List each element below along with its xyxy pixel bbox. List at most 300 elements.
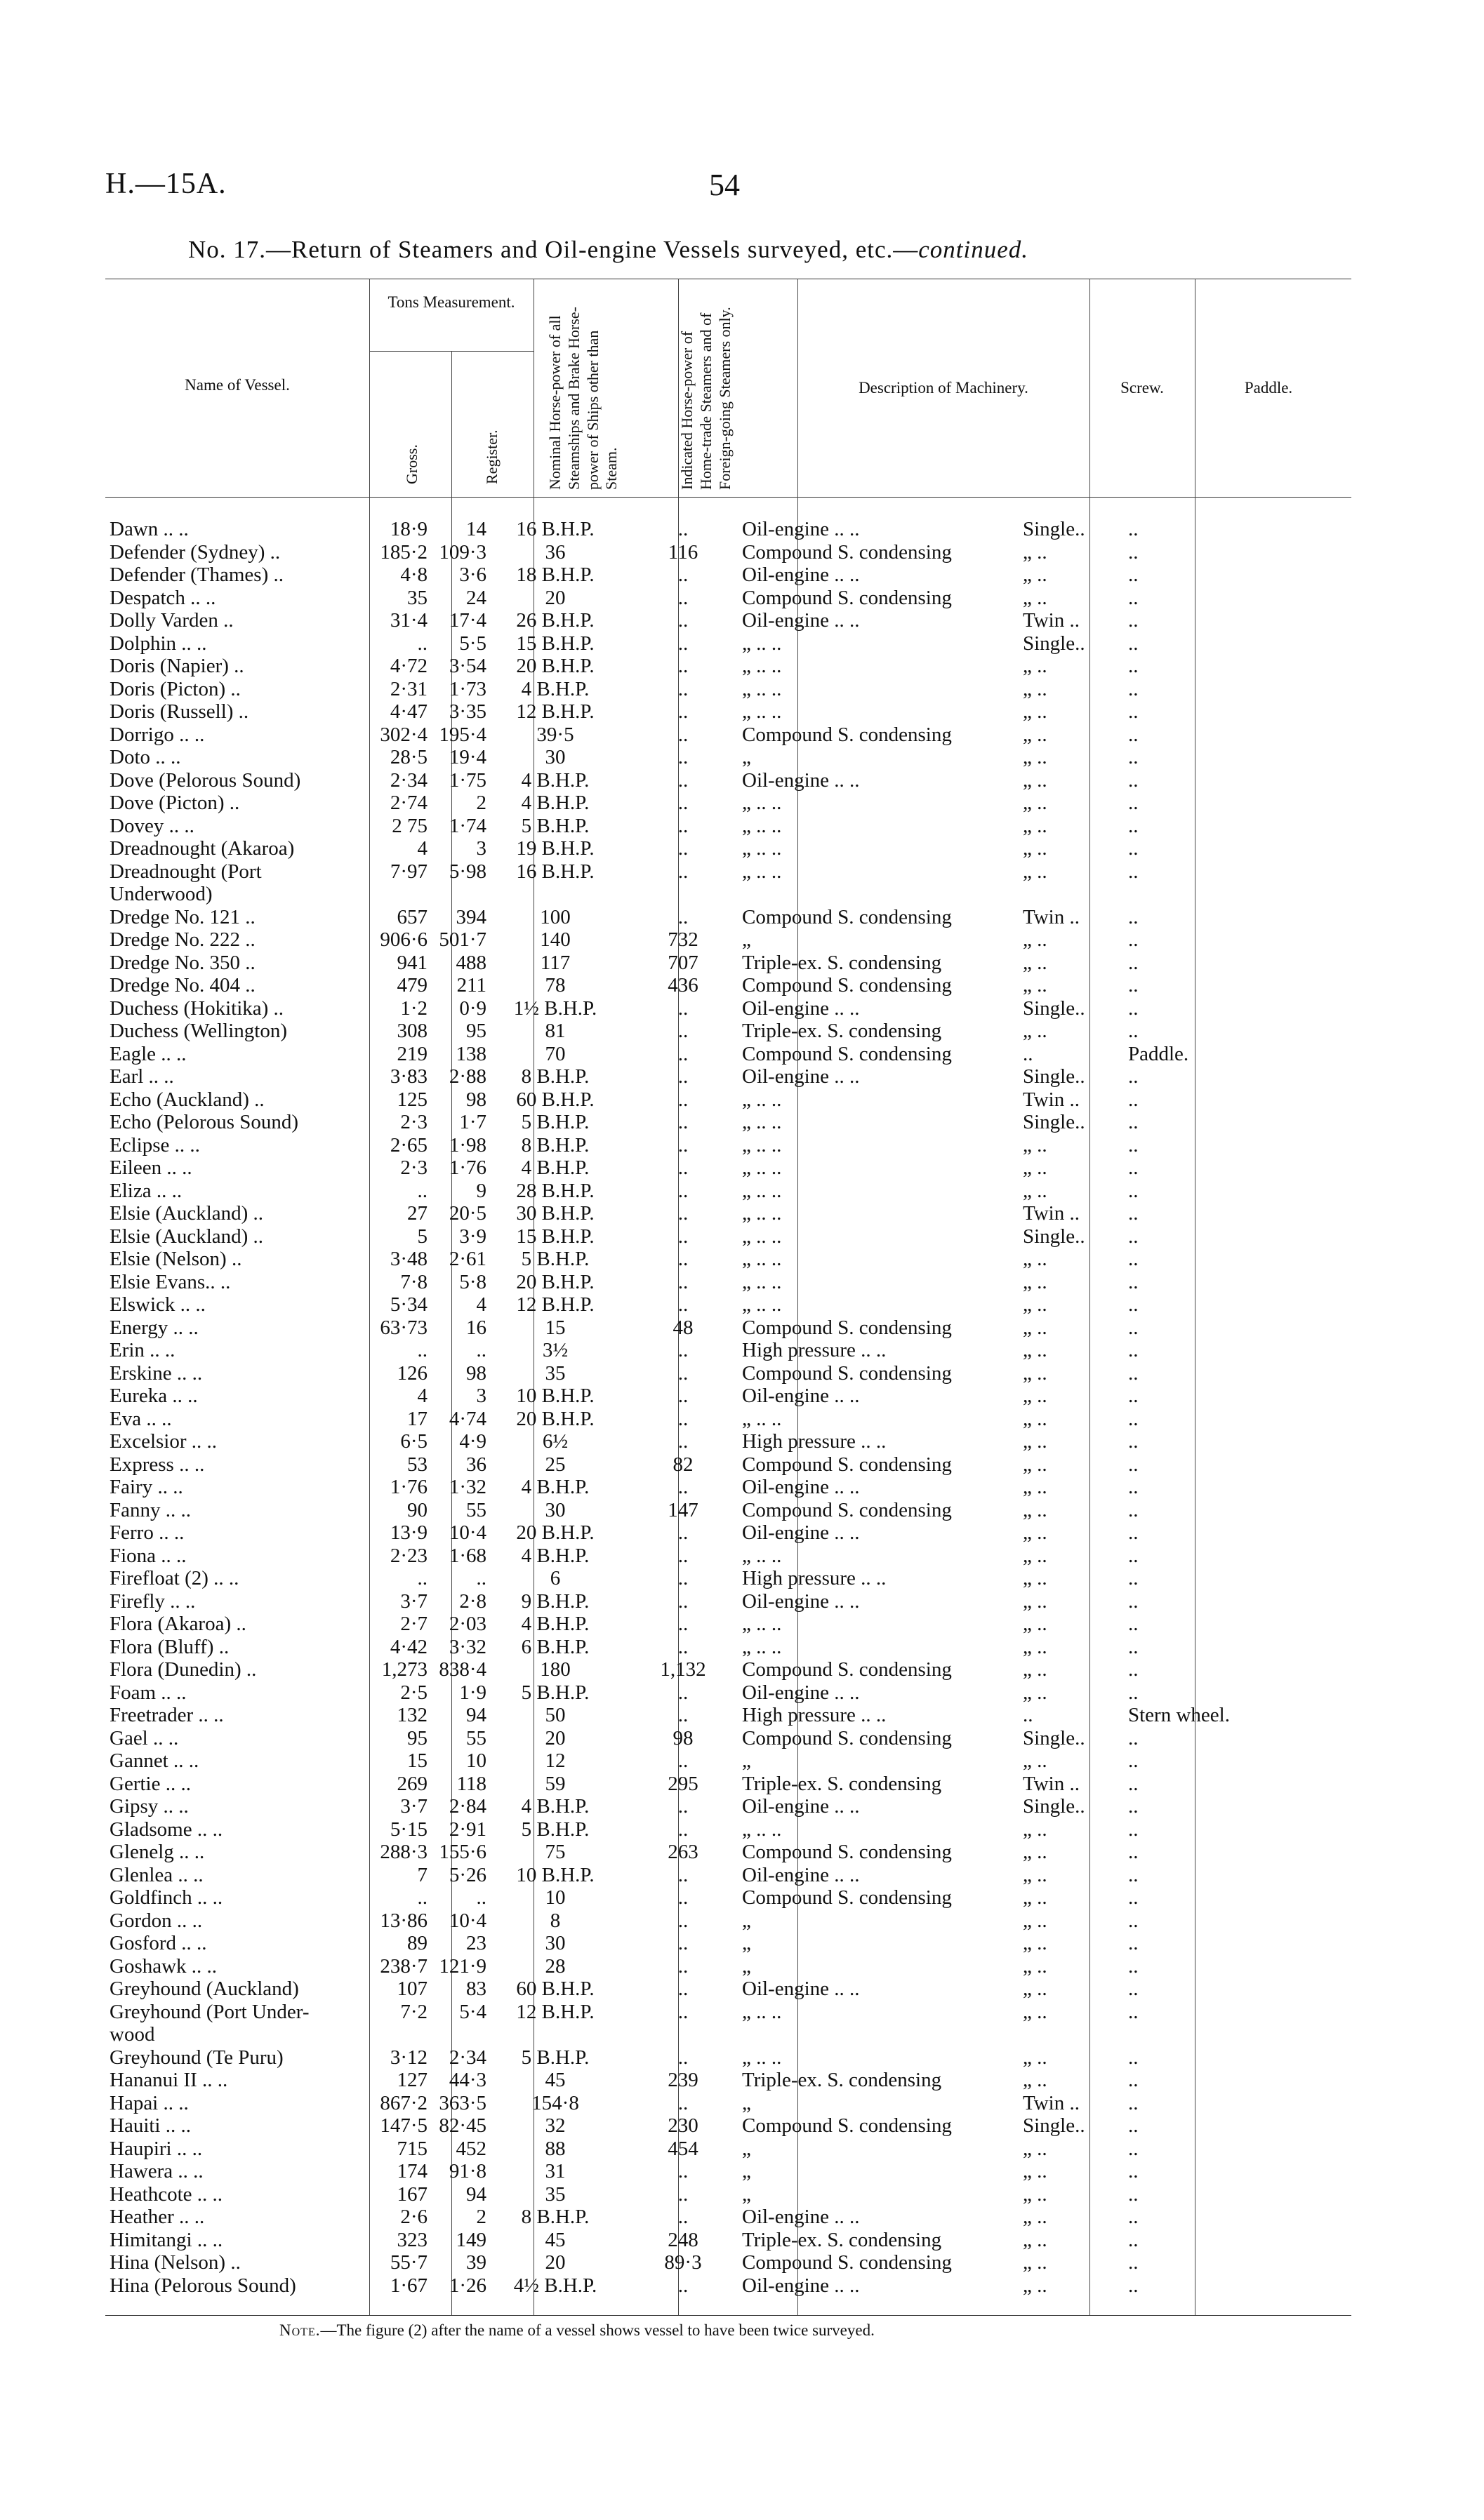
screw-type: „ .. <box>1023 2228 1047 2251</box>
nominal-horse-power: 12 B.H.P. <box>516 2000 595 2023</box>
machinery-description: Compound S. condensing <box>742 2251 952 2274</box>
indicated-horse-power: 732 <box>668 928 698 951</box>
table-row <box>110 2206 1268 2229</box>
gross-tons: 125 <box>397 1088 428 1111</box>
nominal-horse-power: 45 <box>545 2069 566 2091</box>
nominal-horse-power: 28 <box>545 1954 566 1978</box>
paddle-type: .. <box>1128 792 1139 814</box>
header-register: Register. <box>483 429 501 484</box>
indicated-horse-power: 436 <box>668 974 698 996</box>
screw-type: Twin .. <box>1023 1202 1080 1225</box>
machinery-description: „ .. .. <box>742 2000 782 2023</box>
vessel-name: Dreadnought (Port <box>110 860 262 883</box>
screw-type: „ .. <box>1023 1521 1047 1544</box>
gross-tons: 13·86 <box>380 1909 428 1932</box>
paddle-type: .. <box>1128 905 1139 928</box>
indicated-horse-power: .. <box>677 1795 689 1818</box>
machinery-description: Oil-engine .. .. <box>742 564 860 586</box>
screw-type: „ .. <box>1023 1476 1047 1498</box>
screw-type: „ .. <box>1023 1841 1047 1863</box>
screw-type: Twin .. <box>1023 2091 1080 2114</box>
paddle-type: .. <box>1128 586 1139 609</box>
machinery-description: „ .. .. <box>742 655 782 677</box>
register-tons: 1·68 <box>449 1544 486 1567</box>
gross-tons: 90 <box>407 1498 428 1521</box>
machinery-description <box>742 883 1023 906</box>
machinery-description: „ .. .. <box>742 1133 782 1156</box>
table-row <box>110 1316 1268 1340</box>
nominal-horse-power: 9 B.H.P. <box>521 1589 590 1613</box>
screw-type: „ .. <box>1023 1361 1047 1385</box>
nominal-horse-power: 5 B.H.P. <box>521 1818 590 1841</box>
indicated-horse-power: 116 <box>668 540 698 564</box>
gross-tons: 657 <box>397 905 428 928</box>
footnote-label: Note. <box>279 2321 321 2339</box>
indicated-horse-power: .. <box>677 1932 689 1954</box>
paddle-type: .. <box>1128 2228 1139 2251</box>
vessel-name: Foam .. .. <box>110 1681 187 1704</box>
indicated-horse-power: .. <box>677 768 689 792</box>
gross-tons: .. <box>417 1339 428 1361</box>
screw-type: „ .. <box>1023 2069 1047 2091</box>
register-tons: 2 <box>476 792 486 814</box>
indicated-horse-power: .. <box>677 1521 689 1544</box>
table-row <box>110 1932 1268 1955</box>
register-tons: 452 <box>456 2137 486 2160</box>
vessel-name: Dolly Varden .. <box>110 609 234 632</box>
machinery-description: „ .. .. <box>742 814 782 837</box>
paddle-type: .. <box>1128 1430 1139 1453</box>
vessel-name: Despatch .. .. <box>110 586 216 609</box>
gross-tons: 4 <box>417 837 428 860</box>
paddle-type: .. <box>1128 1202 1139 1225</box>
nominal-horse-power: 12 B.H.P. <box>516 1293 595 1316</box>
gross-tons: 867·2 <box>380 2091 428 2114</box>
machinery-description: „ <box>742 1749 751 1772</box>
register-tons: 94 <box>466 1704 486 1726</box>
table-row <box>110 1225 1268 1248</box>
screw-type: „ .. <box>1023 1635 1047 1658</box>
vessel-name: Greyhound (Te Puru) <box>110 2046 284 2069</box>
vessel-name: Erskine .. .. <box>110 1361 203 1385</box>
register-tons: 1·74 <box>449 814 486 837</box>
table-row <box>110 1339 1268 1362</box>
screw-type: „ .. <box>1023 586 1047 609</box>
indicated-horse-power: .. <box>677 2046 689 2069</box>
register-tons: 55 <box>466 1498 486 1521</box>
paddle-type: .. <box>1128 951 1139 974</box>
machinery-description: „ .. .. <box>742 1156 782 1179</box>
gross-tons: 6·5 <box>400 1430 428 1453</box>
header-name-of-vessel: Name of Vessel. <box>185 376 290 394</box>
paddle-type: .. <box>1128 1726 1139 1749</box>
gross-tons: 323 <box>397 2228 428 2251</box>
nominal-horse-power: 12 <box>545 1749 566 1772</box>
indicated-horse-power: .. <box>677 1954 689 1978</box>
register-tons: 24 <box>466 586 486 609</box>
table-row <box>110 1613 1268 1636</box>
gross-tons: 4·72 <box>390 655 428 677</box>
table-bottom-rule <box>105 2315 1351 2316</box>
table-row <box>110 1180 1268 1203</box>
vessel-name: Fairy .. .. <box>110 1476 183 1498</box>
screw-type: „ .. <box>1023 1544 1047 1567</box>
vessel-name: Glenelg .. .. <box>110 1841 205 1863</box>
indicated-horse-power: 147 <box>668 1498 698 1521</box>
screw-type: „ .. <box>1023 564 1047 586</box>
vessel-name: Goldfinch .. .. <box>110 1886 223 1909</box>
table-row <box>110 1955 1268 1978</box>
screw-type: „ .. <box>1023 1020 1047 1042</box>
machinery-description: „ .. .. <box>742 1293 782 1316</box>
paddle-type: .. <box>1128 837 1139 860</box>
vessel-name: Echo (Auckland) .. <box>110 1088 265 1111</box>
paddle-type: .. <box>1128 1385 1139 1407</box>
register-tons: 3 <box>476 837 486 860</box>
table-row <box>110 883 1268 906</box>
screw-type: „ .. <box>1023 2206 1047 2228</box>
nominal-horse-power: 19 B.H.P. <box>516 837 595 860</box>
paddle-type: .. <box>1128 1932 1139 1954</box>
screw-type: „ .. <box>1023 1133 1047 1156</box>
machinery-description: Oil-engine .. .. <box>742 1521 860 1544</box>
gross-tons: 31·4 <box>390 609 428 632</box>
indicated-horse-power: .. <box>677 1909 689 1932</box>
screw-type: „ .. <box>1023 814 1047 837</box>
gross-tons: 2·3 <box>400 1111 428 1133</box>
machinery-description: Compound S. condensing <box>742 1042 952 1065</box>
table-title-continued: continued. <box>918 236 1029 263</box>
machinery-description: Triple-ex. S. condensing <box>742 2069 942 2091</box>
machinery-description: Compound S. condensing <box>742 974 952 996</box>
indicated-horse-power: .. <box>677 1635 689 1658</box>
register-tons: 4·74 <box>449 1407 486 1430</box>
table-row <box>110 1636 1268 1659</box>
table-row <box>110 1202 1268 1225</box>
nominal-horse-power: 15 <box>545 1316 566 1339</box>
register-tons: 16 <box>466 1316 486 1339</box>
vessel-name: Gael .. .. <box>110 1726 179 1749</box>
nominal-horse-power <box>486 883 624 906</box>
screw-type: Single.. <box>1023 996 1085 1020</box>
paddle-type: .. <box>1128 540 1139 564</box>
vessel-name: Dredge No. 350 .. <box>110 951 256 974</box>
machinery-description: „ <box>742 1932 751 1954</box>
table-row <box>110 1773 1268 1796</box>
nominal-horse-power: 60 B.H.P. <box>516 1088 595 1111</box>
paddle-type: .. <box>1128 768 1139 792</box>
vessel-name: Elsie (Auckland) .. <box>110 1202 264 1225</box>
machinery-description: Oil-engine .. .. <box>742 1476 860 1498</box>
machinery-description: Compound S. condensing <box>742 1726 952 1749</box>
register-tons: 3·35 <box>449 700 486 723</box>
nominal-horse-power: 30 B.H.P. <box>516 1202 595 1225</box>
machinery-description: „ .. .. <box>742 860 782 883</box>
screw-type: „ .. <box>1023 1954 1047 1978</box>
screw-type: Single.. <box>1023 518 1085 540</box>
vessel-name: Hananui II .. .. <box>110 2069 228 2091</box>
register-tons: 98 <box>466 1361 486 1385</box>
screw-type: „ .. <box>1023 768 1047 792</box>
screw-type: Single.. <box>1023 1065 1085 1088</box>
register-tons: 2·61 <box>449 1248 486 1270</box>
screw-type: „ .. <box>1023 837 1047 860</box>
table-row <box>110 1430 1268 1453</box>
paddle-type: .. <box>1128 1681 1139 1704</box>
nominal-horse-power: 4 B.H.P. <box>521 1613 590 1635</box>
table-row <box>110 1886 1268 1909</box>
indicated-horse-power: .. <box>677 1978 689 2000</box>
gross-tons: 55·7 <box>390 2251 428 2274</box>
table-row <box>110 1818 1268 1841</box>
nominal-horse-power: 4 B.H.P. <box>521 1544 590 1567</box>
machinery-description: Compound S. condensing <box>742 1453 952 1476</box>
machinery-description: Compound S. condensing <box>742 1316 952 1339</box>
table-row <box>110 1362 1268 1385</box>
nominal-horse-power <box>486 2023 624 2046</box>
table-row <box>110 1043 1268 1066</box>
machinery-description: High pressure .. .. <box>742 1704 887 1726</box>
machinery-description: Compound S. condensing <box>742 905 952 928</box>
screw-type: „ .. <box>1023 1430 1047 1453</box>
indicated-horse-power: .. <box>677 518 689 540</box>
indicated-horse-power: .. <box>677 609 689 632</box>
nominal-horse-power: 8 <box>550 1909 561 1932</box>
nominal-horse-power: 117 <box>540 951 571 974</box>
vessel-name: Flora (Dunedin) .. <box>110 1658 257 1681</box>
indicated-horse-power: .. <box>677 1248 689 1270</box>
paddle-type: .. <box>1128 1772 1139 1795</box>
screw-type: „ .. <box>1023 677 1047 700</box>
register-tons: .. <box>476 1567 486 1589</box>
indicated-horse-power: .. <box>677 860 689 883</box>
nominal-horse-power: 18 B.H.P. <box>516 564 595 586</box>
header-screw: Screw. <box>1120 379 1164 396</box>
nominal-horse-power: 8 B.H.P. <box>521 1065 590 1088</box>
gross-tons: 7·8 <box>400 1270 428 1293</box>
gross-tons: 308 <box>397 1020 428 1042</box>
paddle-type: .. <box>1128 1567 1139 1589</box>
gross-tons: 185·2 <box>380 540 428 564</box>
vessel-name: Defender (Thames) .. <box>110 564 284 586</box>
header-bottom-rule <box>105 497 1351 498</box>
gross-tons: 5·15 <box>390 1818 428 1841</box>
register-tons <box>428 2023 486 2046</box>
register-tons: 501·7 <box>439 928 486 951</box>
table-row <box>110 952 1268 975</box>
table-row <box>110 1020 1268 1043</box>
gross-tons: 174 <box>397 2160 428 2182</box>
paddle-type: .. <box>1128 1795 1139 1818</box>
indicated-horse-power: .. <box>677 996 689 1020</box>
machinery-description: „ .. .. <box>742 1818 782 1841</box>
screw-type: „ .. <box>1023 1567 1047 1589</box>
vessel-name: Dove (Pelorous Sound) <box>110 768 301 792</box>
nominal-horse-power: 30 <box>545 746 566 768</box>
table-row <box>110 1704 1268 1727</box>
register-tons: 1·7 <box>459 1111 486 1133</box>
vessel-name: Express .. .. <box>110 1453 205 1476</box>
vessel-name: Dolphin .. .. <box>110 632 207 655</box>
register-tons: .. <box>476 1886 486 1909</box>
indicated-horse-power: .. <box>677 2160 689 2182</box>
screw-type: „ .. <box>1023 1316 1047 1339</box>
gross-tons: 53 <box>407 1453 428 1476</box>
paddle-type: .. <box>1128 1589 1139 1613</box>
vessel-name: Gertie .. .. <box>110 1772 191 1795</box>
nominal-horse-power: 20 <box>545 1726 566 1749</box>
register-tons: 23 <box>466 1932 486 1954</box>
vessel-name: Hauiti .. .. <box>110 2114 191 2137</box>
indicated-horse-power: .. <box>677 1088 689 1111</box>
header-indicated-horse-power <box>678 288 734 490</box>
screw-type: „ .. <box>1023 974 1047 996</box>
gross-tons: 89 <box>407 1932 428 1954</box>
nominal-horse-power: 16 B.H.P. <box>516 860 595 883</box>
header-gross: Gross. <box>403 444 420 484</box>
table-row <box>110 1453 1268 1476</box>
nominal-horse-power: 59 <box>545 1772 566 1795</box>
indicated-horse-power: .. <box>677 1179 689 1202</box>
machinery-description: Triple-ex. S. condensing <box>742 1020 942 1042</box>
paddle-type: .. <box>1128 2251 1139 2274</box>
indicated-horse-power: .. <box>677 564 689 586</box>
table-row <box>110 2001 1268 2024</box>
register-tons: 1·98 <box>449 1133 486 1156</box>
machinery-description: Triple-ex. S. condensing <box>742 1772 942 1795</box>
nominal-horse-power: 10 <box>545 1886 566 1909</box>
paddle-type: .. <box>1128 1954 1139 1978</box>
machinery-description: „ .. .. <box>742 1635 782 1658</box>
vessel-name: Echo (Pelorous Sound) <box>110 1111 299 1133</box>
screw-type: „ .. <box>1023 2182 1047 2206</box>
nominal-horse-power: 20 B.H.P. <box>516 1521 595 1544</box>
machinery-description: Triple-ex. S. condensing <box>742 2228 942 2251</box>
indicated-horse-power: .. <box>677 1567 689 1589</box>
indicated-horse-power: 263 <box>668 1841 698 1863</box>
table-row <box>110 2160 1268 2183</box>
machinery-description: „ <box>742 2182 751 2206</box>
gross-tons: 2·7 <box>400 1613 428 1635</box>
paddle-type: .. <box>1128 1339 1139 1361</box>
vessel-name: Fiona .. .. <box>110 1544 187 1567</box>
paddle-type: .. <box>1128 723 1139 746</box>
screw-type: Single.. <box>1023 1726 1085 1749</box>
gross-tons: .. <box>417 632 428 655</box>
paddle-type: .. <box>1128 928 1139 951</box>
vessel-table-body <box>110 518 1268 2297</box>
register-tons: 9 <box>476 1179 486 1202</box>
nominal-horse-power: 15 B.H.P. <box>516 1225 595 1248</box>
screw-type: „ .. <box>1023 1613 1047 1635</box>
machinery-description: Oil-engine .. .. <box>742 609 860 632</box>
register-tons: 5·8 <box>459 1270 486 1293</box>
screw-type: „ .. <box>1023 1978 1047 2000</box>
table-row <box>110 1978 1268 2001</box>
nominal-horse-power: 30 <box>545 1932 566 1954</box>
nominal-horse-power: 31 <box>545 2160 566 2182</box>
machinery-description: Compound S. condensing <box>742 2114 952 2137</box>
paddle-type: .. <box>1128 2160 1139 2182</box>
machinery-description: Compound S. condensing <box>742 723 952 746</box>
gross-tons: 15 <box>407 1749 428 1772</box>
screw-type: „ .. <box>1023 1818 1047 1841</box>
machinery-description: Compound S. condensing <box>742 1886 952 1909</box>
gross-tons: 1,273 <box>381 1658 428 1681</box>
nominal-horse-power: 26 B.H.P. <box>516 609 595 632</box>
screw-type: „ .. <box>1023 792 1047 814</box>
vessel-name: Eureka .. .. <box>110 1385 198 1407</box>
register-tons: 94 <box>466 2182 486 2206</box>
indicated-horse-power: .. <box>677 1156 689 1179</box>
nominal-horse-power: 20 <box>545 2251 566 2274</box>
indicated-horse-power: 230 <box>668 2114 698 2137</box>
machinery-description: „ .. .. <box>742 632 782 655</box>
screw-type: Twin .. <box>1023 905 1080 928</box>
table-row <box>110 700 1268 724</box>
nominal-horse-power: 15 B.H.P. <box>516 632 595 655</box>
indicated-horse-power: .. <box>677 1385 689 1407</box>
table-row <box>110 1476 1268 1499</box>
screw-type: „ .. <box>1023 1156 1047 1179</box>
register-tons: 838·4 <box>439 1658 486 1681</box>
vessel-name: Haupiri .. .. <box>110 2137 203 2160</box>
paddle-type: .. <box>1128 1156 1139 1179</box>
register-tons: 10 <box>466 1749 486 1772</box>
gross-tons: 4·42 <box>390 1635 428 1658</box>
paddle-type: .. <box>1128 1361 1139 1385</box>
register-tons: 0·9 <box>459 996 486 1020</box>
machinery-description: Oil-engine .. .. <box>742 2206 860 2228</box>
nominal-horse-power: 5 B.H.P. <box>521 1681 590 1704</box>
indicated-horse-power: 239 <box>668 2069 698 2091</box>
footnote-text: —The figure (2) after the name of a vessel shows vessel to have been twice surveyed. <box>320 2321 875 2339</box>
table-row <box>110 1681 1268 1705</box>
screw-type: Single.. <box>1023 1225 1085 1248</box>
gross-tons: 63·73 <box>380 1316 428 1339</box>
register-tons <box>428 883 486 906</box>
register-tons: 149 <box>456 2228 486 2251</box>
machinery-description: „ .. .. <box>742 1179 782 1202</box>
indicated-horse-power: .. <box>677 677 689 700</box>
paddle-type: .. <box>1128 1407 1139 1430</box>
register-tons: 10·4 <box>449 1521 486 1544</box>
paddle-type: .. <box>1128 1978 1139 2000</box>
vessel-name: Greyhound (Port Under- <box>110 2000 310 2023</box>
nominal-horse-power: 8 B.H.P. <box>521 2206 590 2228</box>
paddle-type: .. <box>1128 1248 1139 1270</box>
indicated-horse-power: .. <box>677 1476 689 1498</box>
machinery-description: „ <box>742 1909 751 1932</box>
gross-tons: 4 <box>417 1385 428 1407</box>
gross-tons: 7·97 <box>390 860 428 883</box>
header-nominal-horse-power-text: Nominal Horse-power of all Steamships and Brake Horse-power of Ships other than Steam. <box>546 307 621 490</box>
register-tons: 3 <box>476 1385 486 1407</box>
machinery-description: Compound S. condensing <box>742 586 952 609</box>
gross-tons: 941 <box>397 951 428 974</box>
indicated-horse-power: .. <box>677 1749 689 1772</box>
gross-tons: 3·48 <box>390 1248 428 1270</box>
screw-type: Twin .. <box>1023 1088 1080 1111</box>
gross-tons: 1·67 <box>390 2274 428 2297</box>
screw-type: Single.. <box>1023 1111 1085 1133</box>
screw-type: „ .. <box>1023 860 1047 883</box>
indicated-horse-power: .. <box>677 1202 689 1225</box>
gross-tons: 479 <box>397 974 428 996</box>
vessel-name: Doto .. .. <box>110 746 181 768</box>
register-tons: 1·76 <box>449 1156 486 1179</box>
register-tons: 39 <box>466 2251 486 2274</box>
